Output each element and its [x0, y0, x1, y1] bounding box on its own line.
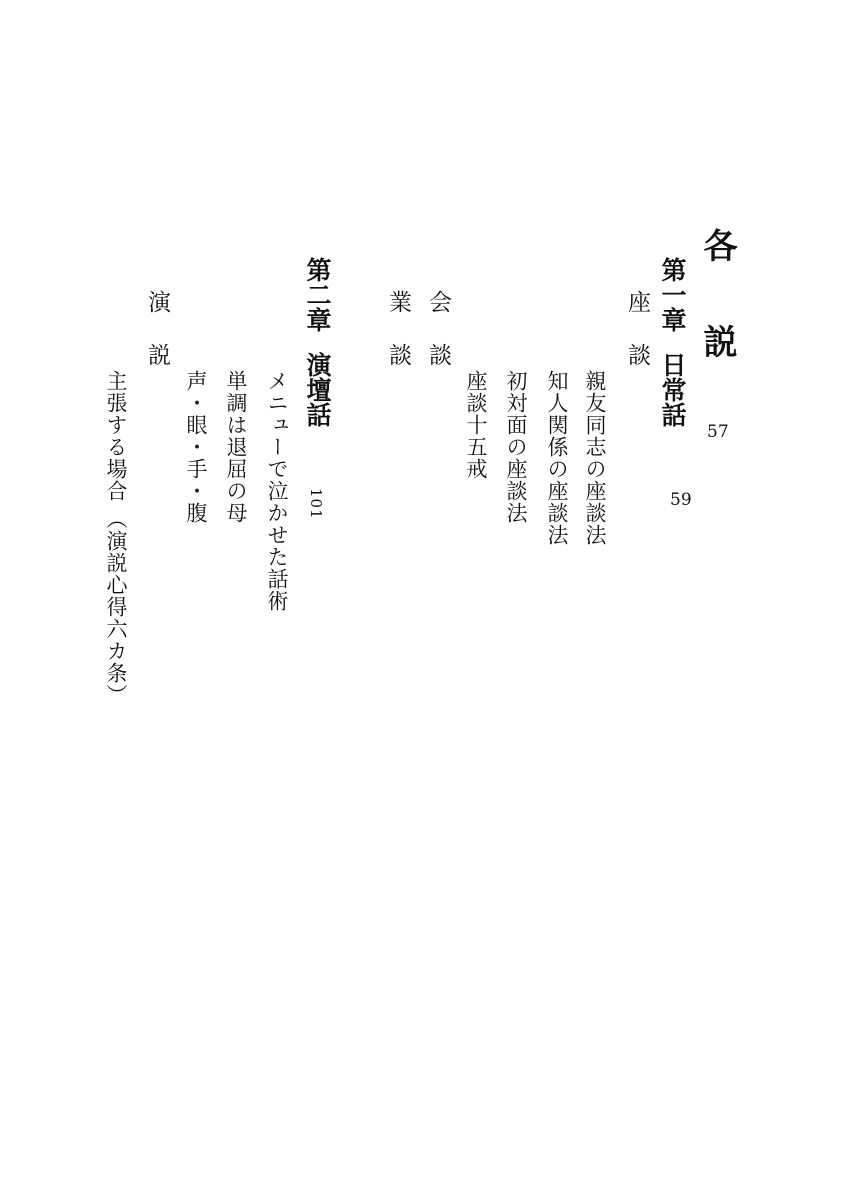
chapter2-title: 演壇話 [303, 352, 332, 427]
toc-item: 親友同志の座談法 [583, 370, 607, 546]
chapter1-page-number: 59 [670, 490, 692, 510]
subsection-zadan: 座談 [624, 290, 650, 396]
toc-item: 知人関係の座談法 [545, 370, 569, 546]
chapter1-label: 第一章 [658, 257, 687, 332]
toc-item: 初対面の座談法 [504, 370, 528, 524]
chapter1-title: 日常話 [658, 352, 687, 427]
section-page-number: 57 [707, 422, 729, 442]
section-title: 各説 [697, 228, 737, 420]
toc-item: 座談十五戒 [464, 370, 488, 480]
chapter2-label: 第二章 [303, 257, 332, 332]
chapter1-heading [660, 257, 685, 427]
toc-item: 声・眼・手・腹 [184, 370, 208, 524]
toc-item-enzetsu [105, 370, 126, 706]
toc-item-note: （演説心得六カ条） [104, 508, 128, 706]
subsection-enzetsu: 演説 [144, 290, 170, 396]
toc-item-text: 主張する場合 [104, 370, 128, 502]
subsection-kaidan: 会談 [425, 290, 451, 396]
toc-item: 単調は退屈の母 [224, 370, 248, 524]
subsection-gyodan: 業談 [385, 290, 411, 396]
toc-item: メニューで泣かせた話術 [265, 370, 289, 612]
chapter2-heading [305, 257, 330, 427]
chapter2-page-number: 101 [307, 488, 325, 520]
